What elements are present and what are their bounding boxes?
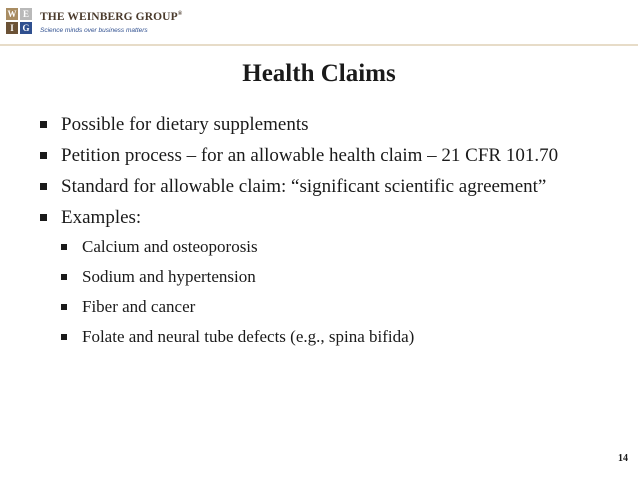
logo-cell-i: I [6,22,18,34]
logo-cell-e: E [20,8,32,20]
sub-bullet-text: Calcium and osteoporosis [82,237,258,256]
square-bullet-icon [40,214,47,221]
sub-bullet-item [61,326,600,348]
square-bullet-icon [61,274,67,280]
logo-cell-w: W [7,8,17,19]
square-bullet-icon [40,183,47,190]
company-name-text: THE WEINBERG GROUP [40,11,178,23]
bullet-text: Examples: [61,207,142,228]
logo-cell-g: G [20,22,32,34]
slide-title: Health Claims [242,60,396,87]
sub-bullet-text: Fiber and cancer [82,297,196,316]
sub-bullet-text: Folate and neural tube defects (e.g., spina bifida) [82,327,415,346]
square-bullet-icon [40,121,47,128]
page-number: 14 [618,453,628,464]
company-name [40,11,182,23]
sub-bullet-item [61,266,600,288]
sub-bullet-item [61,236,600,258]
bullet-item [40,205,600,231]
slide-header [0,0,638,46]
bullet-list [40,112,600,356]
header-divider [0,44,638,46]
square-bullet-icon [61,334,67,340]
bullet-item [40,143,600,169]
bullet-text: Standard for allowable claim: “significant scientific agreement” [61,176,547,197]
bullet-text: Petition process – for an allowable health claim – 21 CFR 101.70 [61,145,559,166]
bullet-text: Possible for dietary supplements [61,114,309,135]
square-bullet-icon [40,152,47,159]
sub-bullet-list [40,236,600,348]
sub-bullet-item [61,296,600,318]
square-bullet-icon [61,304,67,310]
registered-mark: ® [177,11,183,18]
weinberg-logo-icon [6,8,34,36]
square-bullet-icon [61,244,67,250]
sub-bullet-text: Sodium and hypertension [82,267,256,286]
company-tagline: Science minds over business matters [40,27,148,34]
bullet-item [40,112,600,138]
bullet-item [40,174,600,200]
